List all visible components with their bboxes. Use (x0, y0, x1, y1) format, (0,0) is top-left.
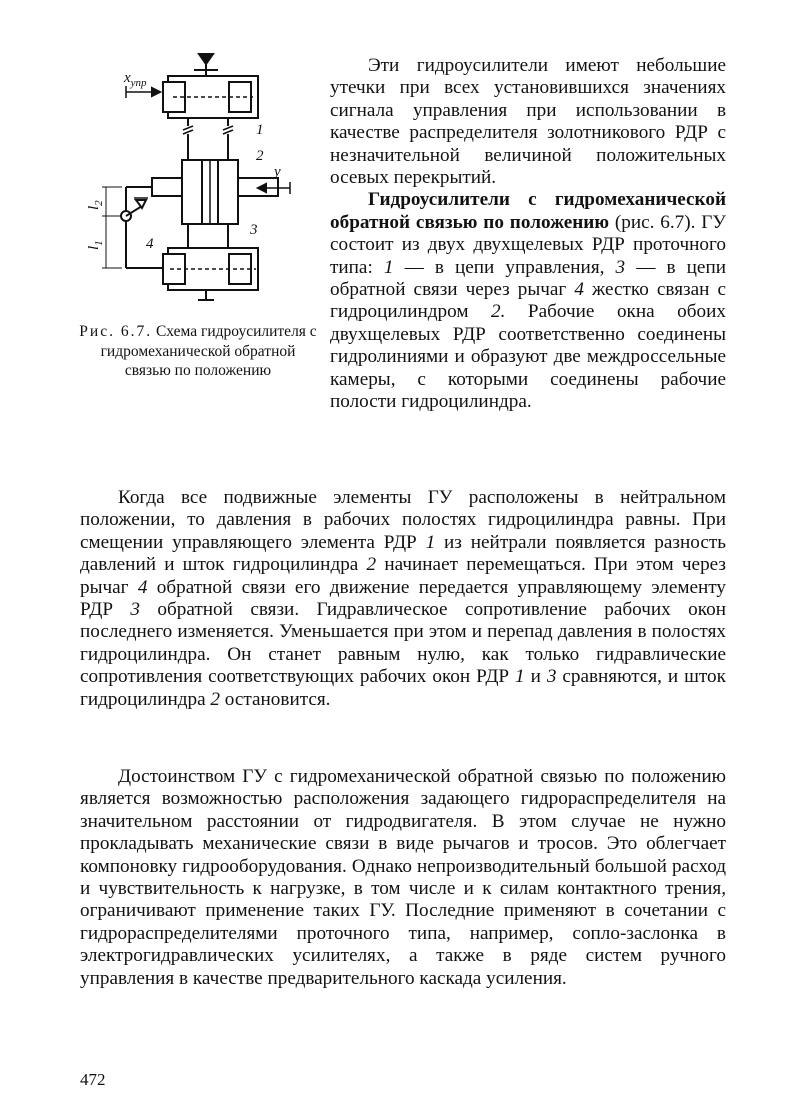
label-3: 3 (250, 222, 258, 238)
paragraph-4: Достоинством ГУ с гидромеханической обратной связью по положению является возможностью расположения задающего гидрораспределителя на значительном расстоянии от гидродвигателя. В этом случае не нужно прокладывать механические связи в виде рычагов и тросов. Это облегчает компоновку гидрооборудования. Однако непроизводительный большой расход и чувствительность к нагрузке, в том числе и к силам контактного трения, ограничивают применение таких ГУ. Последние применяют в сочетании с гидрораспределителями проточного типа, например, сопло-заслонка в электрогидравлических усилителях, а также в ряде систем ручного управления в качестве предварительного каскада усиления. (80, 766, 726, 989)
label-1: 1 (256, 122, 264, 138)
label-l1: $l_1$ (86, 240, 105, 250)
figure-caption (78, 322, 318, 381)
paragraph-1: Эти гидроусилители имеют небольшие утечки при всех установившихся значениях сигнала управления при использовании в качестве распределителя золотникового РДР с незначительной величиной положительных осевых перекрытий. (330, 55, 726, 189)
paragraph-3: Когда все подвижные элементы ГУ расположены в нейтральном положении, то давления в рабочих полостях гидроцилиндра равны. При смещении управляющего элемента РДР 1 из нейтрали появляется разность давлений и шток гидроцилиндра 2 начинает перемещаться. При этом через рычаг 4 обратной связи его движение передается управляющему элементу РДР 3 обратной связи. Гидравлическое сопротивление рабочих окон последнего изменяется. Уменьшается при этом и перепад давления в полостях гидроцилиндра. Он станет равным нулю, как только гидравлические сопротивления соответствующих рабочих окон РДР 1 и 3 сравняются, и шток гидроцилиндра 2 остановится. (80, 487, 726, 710)
label-4: 4 (146, 236, 154, 252)
paragraph-2: Гидроусилители с гидромеханической обратной связью по положению (рис. 6.7). ГУ состоит из двух двухщелевых РДР проточного типа: 1 — в цепи управления, 3 — в цепи обратной связи через рычаг 4 жестко связан с гидроцилиндром 2. Рабочие окна обоих двухщелевых РДР соответственно соединены гидролиниями и образуют две междроссельные камеры, с которыми соединены рабочие полости гидроцилиндра. (330, 189, 726, 413)
label-l2: $l_2$ (86, 200, 105, 210)
caption-text: Схема гидроусилителя с гидромеханической обратной связью по положению (100, 323, 317, 379)
side-column (330, 55, 726, 414)
label-2: 2 (256, 148, 264, 164)
label-x-upr: $x_{упр}$ (124, 70, 147, 89)
hydraulic-amplifier-diagram (78, 48, 296, 310)
label-y: y (274, 164, 281, 180)
page-number: 472 (80, 1070, 106, 1089)
paragraph-2-heading: Гидроусилители с гидромеханической обратной связью по положению (330, 189, 726, 233)
caption-lead: Рис. 6.7. (79, 323, 153, 340)
